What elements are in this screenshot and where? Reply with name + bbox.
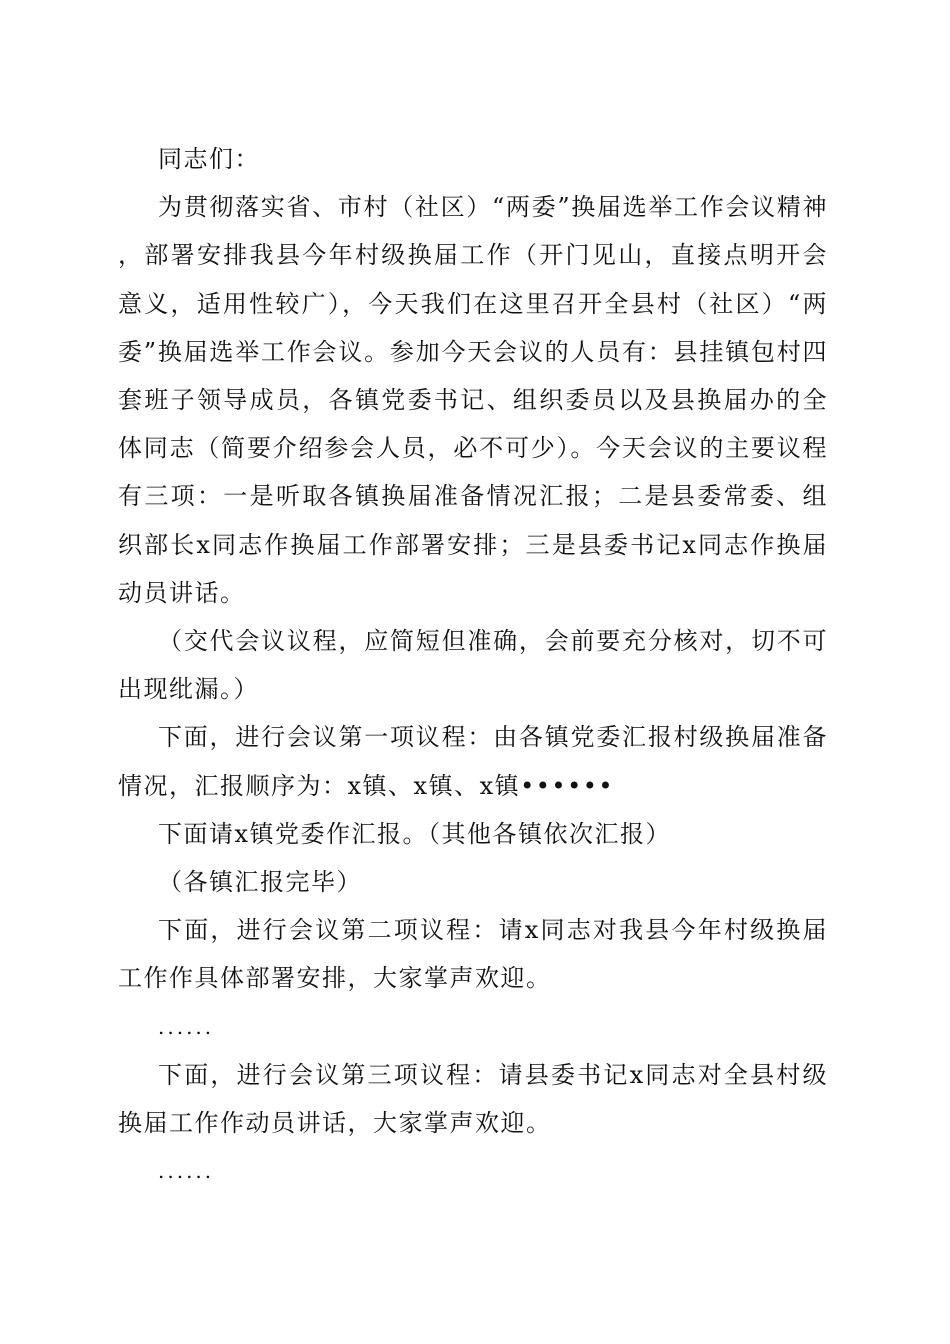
ellipsis-two: ...... <box>158 1159 215 1184</box>
paragraph-agenda-three: 下面，进行会议第三项议程：请县委书记x同志对全县村级换届工作作动员讲话，大家掌声欢迎。 <box>118 1060 828 1138</box>
paragraph-note: （交代会议议程，应简短但准确，会前要充分核对，切不可出现纰漏。） <box>118 627 828 704</box>
paragraph-agenda-two: 下面，进行会议第二项议程：请x同志对我县今年村级换届工作作具体部署安排，大家掌声欢迎。 <box>118 916 828 993</box>
paragraph-opening: 为贯彻落实省、市村（社区）“两委”换届选举工作会议精神，部署安排我县今年村级换届工作（开门见山，直接点明开会意义，适用性较广），今天我们在这里召开全县村（社区）“两委”换届选举工作会议。参加今天会议的人员有：县挂镇包村四套班子领导成员，各镇党委书记、组织委员以及县换届办的全体同志（简要介绍参会人员，必不可少）。今天会议的主要议程有三项：一是听取各镇换届准备情况汇报；二是县委常委、组织部长x同志作换届工作部署安排；三是县委书记x同志作换届动员讲话。 <box>118 193 828 607</box>
paragraph-report-done: （各镇汇报完毕） <box>158 868 362 897</box>
ellipsis-one: ...... <box>158 1014 215 1039</box>
paragraph-agenda-one: 下面，进行会议第一项议程：由各镇党委汇报村级换届准备情况，汇报顺序为：x镇、x镇、x镇•••••• <box>118 723 828 800</box>
paragraph-town-report: 下面请x镇党委作汇报。（其他各镇依次汇报） <box>158 819 672 848</box>
greeting-line: 同志们： <box>158 145 260 173</box>
document-body <box>118 135 828 1195</box>
